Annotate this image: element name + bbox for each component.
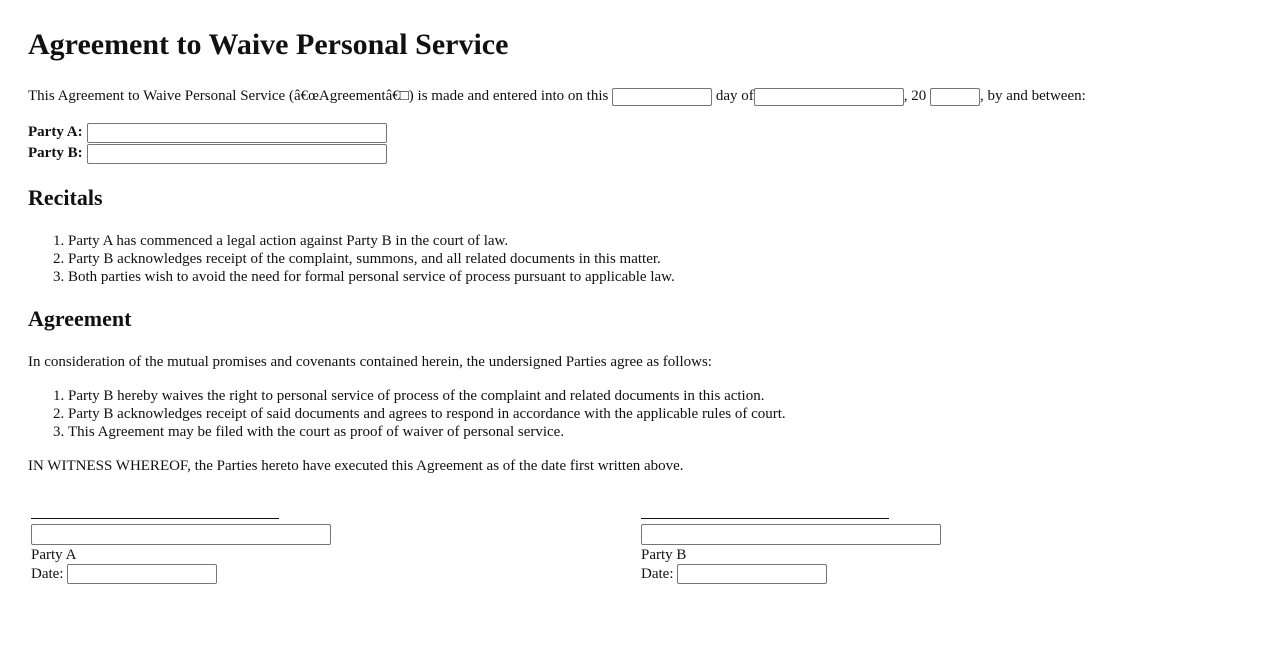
agreement-list [28,387,786,441]
party-a-label: Party A: [28,124,83,140]
consideration-paragraph: In consideration of the mutual promises and covenants contained herein, the undersigned Parties agree as follows: [28,354,712,370]
intro-text-day-of: day of [715,88,754,104]
party-b-row [28,143,387,164]
intro-text-before: This Agreement to Waive Personal Service (â€œAgreementâ€□) is made and entered into on this [28,88,609,104]
agreement-item: 2. Party B acknowledges receipt of said documents and agrees to respond in accordance with the applicable rules of court. [68,405,786,423]
party-b-label: Party B: [28,145,83,161]
recital-item: 1. Party A has commenced a legal action against Party B in the court of law. [68,232,675,250]
recitals-list [28,232,675,286]
month-field[interactable] [754,88,904,106]
party-b-signature-field[interactable] [641,524,941,545]
signature-block-party-a [31,518,351,584]
party-a-date-label: Date: [31,565,64,582]
party-a-field[interactable] [87,123,387,143]
party-a-date-field[interactable] [67,564,217,584]
intro-text-century: , 20 [903,88,927,104]
agreement-heading: Agreement [28,306,132,331]
recital-item: 2. Party B acknowledges receipt of the complaint, summons, and all related documents in this matter. [68,250,675,268]
signature-line [641,518,889,519]
intro-paragraph [28,86,1086,106]
agreement-item: 1. Party B hereby waives the right to personal service of process of the complaint and related documents in this action. [68,387,786,405]
party-a-signature-field[interactable] [31,524,331,545]
party-b-date-field[interactable] [677,564,827,584]
signature-block-party-b [641,518,961,584]
party-b-date-label: Date: [641,565,674,582]
party-b-date-row [641,564,961,584]
party-a-date-row [31,564,351,584]
recital-item: 3. Both parties wish to avoid the need for formal personal service of process pursuant to applicable law. [68,268,675,286]
party-a-signature-name: Party A [31,547,77,563]
day-field[interactable] [612,88,712,106]
document-title: Agreement to Waive Personal Service [28,28,509,61]
recitals-heading: Recitals [28,185,103,210]
witness-paragraph: IN WITNESS WHEREOF, the Parties hereto have executed this Agreement as of the date first written above. [28,458,684,474]
party-a-row [28,122,387,143]
party-b-field[interactable] [87,144,387,164]
party-b-signature-name: Party B [641,547,687,563]
intro-text-after: , by and between: [979,88,1086,104]
agreement-item: 3. This Agreement may be filed with the court as proof of waiver of personal service. [68,423,786,441]
parties-block [28,122,387,164]
year-field[interactable] [930,88,980,106]
signature-line [31,518,279,519]
